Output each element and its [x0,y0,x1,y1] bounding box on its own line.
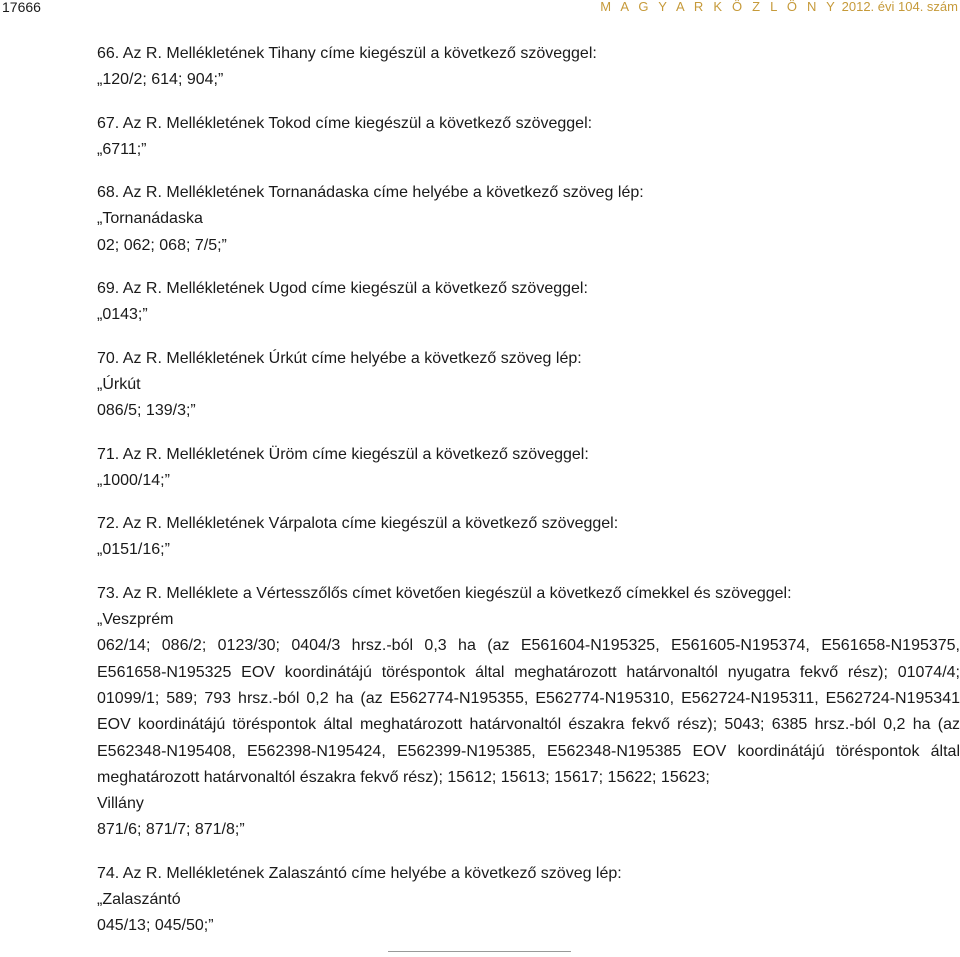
section-heading: 72. Az R. Mellékletének Várpalota címe kiegészül a következő szöveggel: [97,515,619,533]
section-66 [97,41,960,94]
issue-label: 2012. évi 104. szám [841,0,958,14]
section-72 [97,511,960,564]
document-body [97,41,960,957]
paragraph-line: E562348-N195408, E562398-N195424, E562399-N195385, E562348-N195385 EOV koordinátájú töréspontok által [97,742,960,760]
page-number: 17666 [2,0,41,15]
page-header [0,0,960,24]
paragraph-line: 01099/1; 589; 793 hrsz.-ból 0,2 ha (az E562774-N195355, E562774-N195310, E562724-N195311, E562724-N195341 [97,689,960,707]
section-heading: 74. Az R. Mellékletének Zalaszántó címe helyébe a következő szöveg lép: [97,864,622,882]
section-69 [97,276,960,329]
section-68 [97,180,960,259]
section-74 [97,861,960,940]
text-line: Villány [97,795,144,813]
paragraph-line: EOV koordinátájú töréspontok által meghatározott határvonaltól északra fekvő rész); 5043; 6385 hrsz.-ból 0,2 ha (az [97,716,960,734]
section-heading: 70. Az R. Mellékletének Úrkút címe helyébe a következő szöveg lép: [97,349,582,367]
journal-name: M A G Y A R K Ö Z L Ö N Y [600,0,839,14]
text-line: „0143;” [97,306,148,324]
text-line: „120/2; 614; 904;” [97,71,224,89]
text-line: „Veszprém [97,611,174,629]
section-73 [97,581,960,844]
paragraph-line: 062/14; 086/2; 0123/30; 0404/3 hrsz.-ból 0,3 ha (az E561604-N195325, E561605-N195374, E561658-N195375, [97,637,960,655]
paragraph-line-last: meghatározott határvonaltól északra fekvő rész); 15612; 15613; 15617; 15622; 15623; [97,768,710,786]
journal-title [600,0,958,14]
text-line: „0151/16;” [97,541,170,559]
text-line: 086/5; 139/3;” [97,402,196,420]
text-line: 02; 062; 068; 7/5;” [97,236,227,254]
section-heading: 71. Az R. Mellékletének Üröm címe kiegészül a következő szöveggel: [97,445,589,463]
text-line: „6711;” [97,140,147,158]
section-heading: 66. Az R. Mellékletének Tihany címe kiegészül a következő szöveggel: [97,45,597,62]
section-71 [97,442,960,495]
section-heading: 73. Az R. Melléklete a Vértesszőlős címet követően kiegészül a következő címekkel és szöveggel: [97,584,792,602]
text-line: „Zalaszántó [97,891,181,909]
section-heading: 68. Az R. Mellékletének Tornanádaska címe helyébe a következő szöveg lép: [97,184,644,202]
paragraph-line: E561658-N195325 EOV koordinátájú töréspontok által meghatározott határvonaltól nyugatra fekvő rész); 01074/4; [97,663,960,681]
section-heading: 69. Az R. Mellékletének Ugod címe kiegészül a következő szöveggel: [97,280,588,298]
text-line: 871/6; 871/7; 871/8;” [97,821,245,839]
text-line: „Úrkút [97,375,141,393]
text-line: „Tornanádaska [97,210,203,228]
text-line: „1000/14;” [97,471,170,489]
footer-divider [388,951,571,952]
section-heading: 67. Az R. Mellékletének Tokod címe kiegészül a következő szöveggel: [97,114,593,132]
text-line: 045/13; 045/50;” [97,917,214,935]
section-70 [97,346,960,425]
section-67 [97,111,960,164]
